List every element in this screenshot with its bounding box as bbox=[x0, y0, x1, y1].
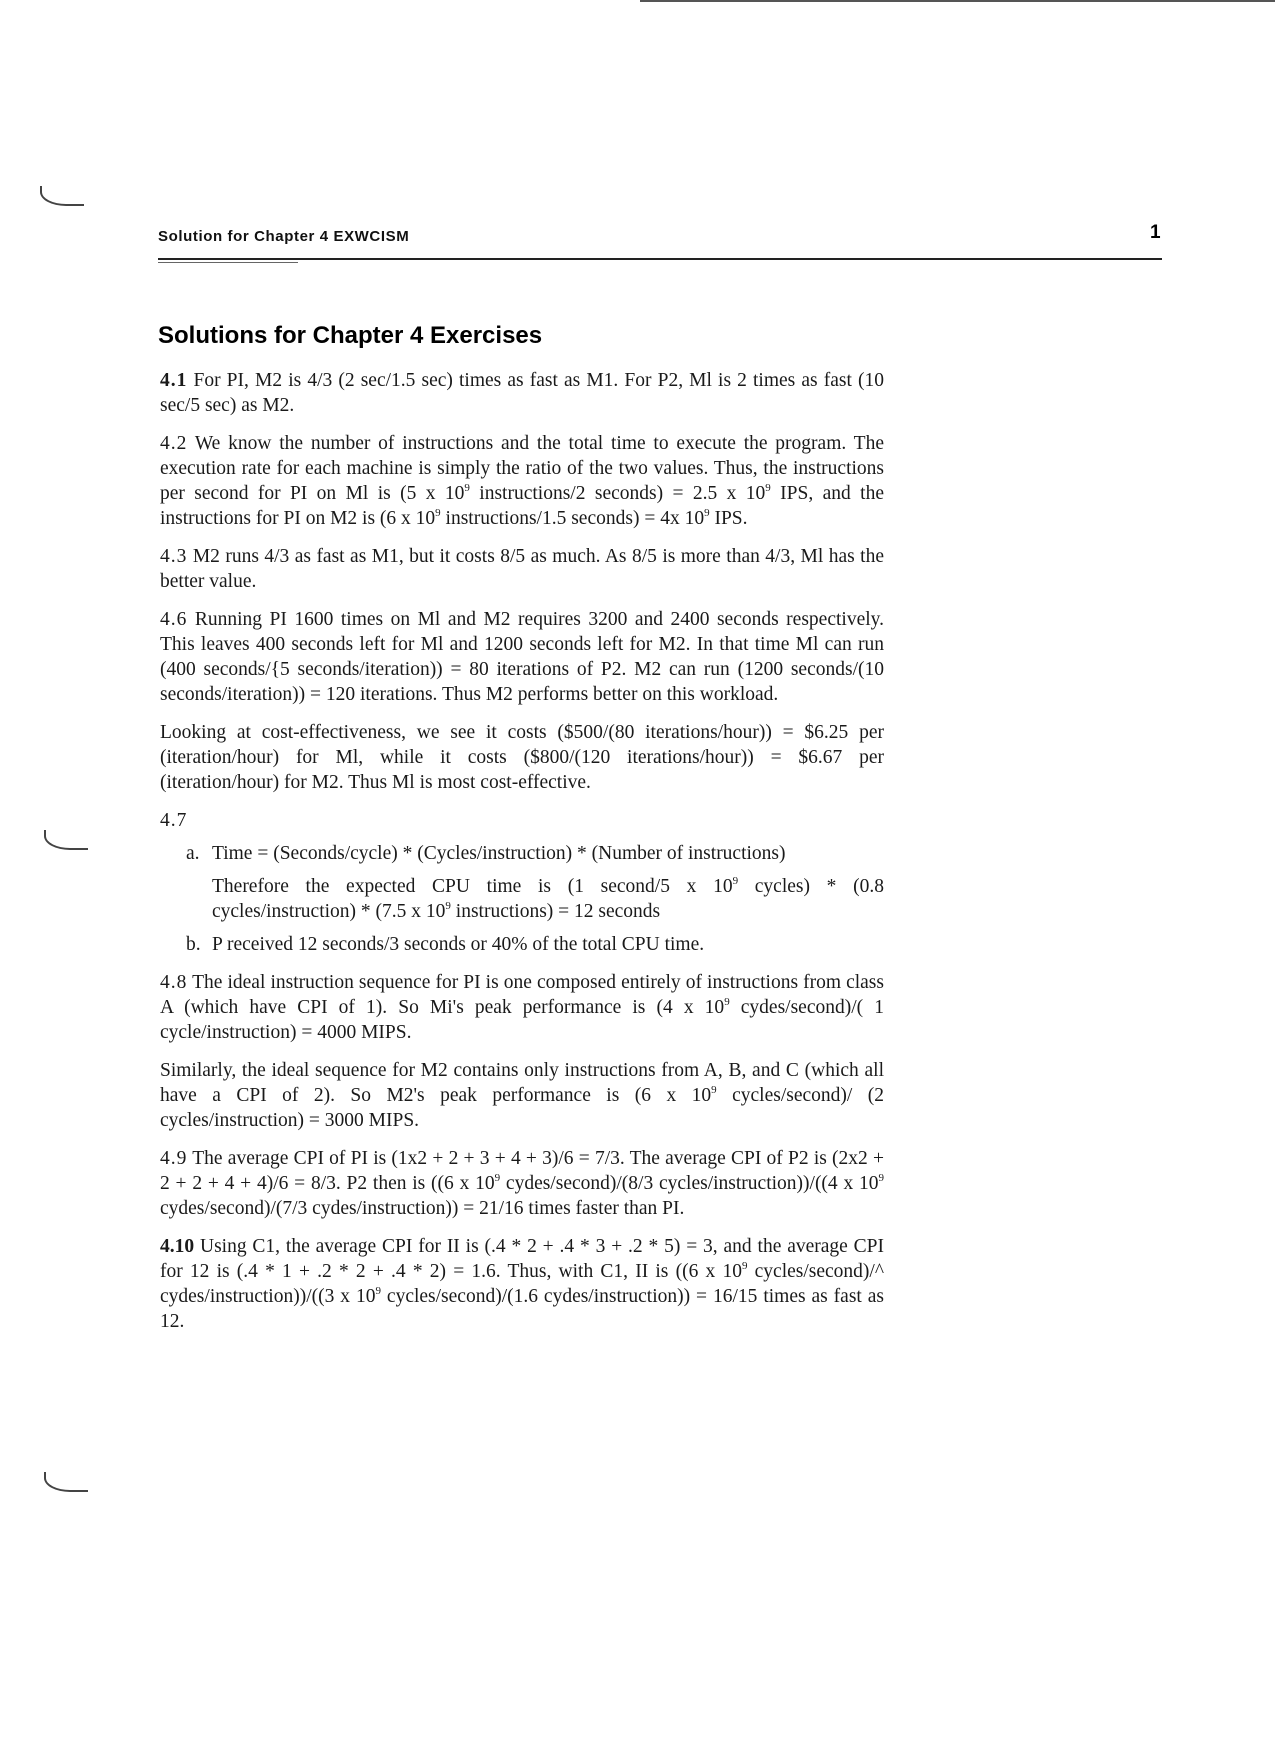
exercise-text: instructions/1.5 seconds) = 4x 10 bbox=[440, 508, 705, 529]
exercise-4-9 bbox=[160, 1146, 884, 1221]
exercise-4-7: 4.7 bbox=[160, 810, 188, 831]
header-rule-accent bbox=[158, 262, 298, 263]
exponent: 9 bbox=[724, 996, 730, 1008]
exercise-number: 4.8 bbox=[160, 972, 188, 993]
exponent: 9 bbox=[732, 875, 739, 887]
exercise-text: cycles) * (0.8 cycles/instruction) * (7.5 x 10 bbox=[212, 876, 884, 922]
exponent: 9 bbox=[464, 482, 470, 494]
exercise-text: cycles/second)/ (2 cycles/instruction) = 3000 MIPS. bbox=[160, 1085, 884, 1131]
exercise-4-3 bbox=[160, 544, 884, 594]
exercise-text: cydes/second)/(7/3 cydes/instruction)) = 21/16 times faster than PI. bbox=[160, 1198, 685, 1219]
exercise-4-2 bbox=[160, 431, 884, 531]
exercise-4-10 bbox=[160, 1234, 884, 1334]
exercise-text: instructions) = 12 seconds bbox=[450, 901, 661, 922]
exercise-text: M2 runs 4/3 as fast as M1, but it costs 8/5 as much. As 8/5 is more than 4/3, Ml has the better value. bbox=[160, 546, 884, 592]
page-title: Solutions for Chapter 4 Exercises bbox=[158, 322, 543, 349]
exercise-text: The average CPI of PI is (1x2 + 2 + 3 + 4 + 3)/6 = 7/3. The average CPI of P2 is (2x2 + 2 + 2 + 4 + 4)/6 = 8/3. P2 then is ((6 x 10 bbox=[160, 1148, 884, 1194]
exercise-4-7-part-b bbox=[186, 932, 884, 957]
exercise-text: IPS. bbox=[709, 508, 748, 529]
exponent: 9 bbox=[494, 1172, 501, 1184]
list-text: P received 12 seconds/3 seconds or 40% of the total CPU time. bbox=[212, 934, 705, 955]
exercise-number: 4.1 bbox=[160, 370, 188, 391]
exercise-text: Using C1, the average CPI for II is (.4 * 2 + .4 * 3 + .2 * 5) = 3, and the average CPI for 12 is (.4 * 1 + .2 * 2 + .4 * 2) = 1.6. Thus, with C1, II is ((6 x 10 bbox=[160, 1236, 885, 1282]
exercise-number: 4.10 bbox=[160, 1236, 195, 1257]
list-label: a. bbox=[186, 843, 200, 864]
exercise-4-7-part-a bbox=[186, 841, 884, 866]
exponent: 9 bbox=[435, 507, 441, 519]
exercise-text: We know the number of instructions and the total time to execute the program. The execution rate for each machine is simply the ratio of the two values. Thus, the instructions per second for PI on Ml is (5 x 10 bbox=[160, 433, 884, 504]
exercise-number: 4.2 bbox=[160, 433, 188, 454]
exercise-4-7-part-a-detail bbox=[212, 874, 884, 924]
exercise-4-1 bbox=[160, 368, 884, 418]
scan-hole-mark bbox=[44, 1472, 88, 1492]
exercise-4-8-m2 bbox=[160, 1058, 884, 1133]
running-header: Solution for Chapter 4 EXWCISM bbox=[158, 228, 410, 245]
exercise-text: IPS, and the instructions for PI on M2 is (6 x 10 bbox=[160, 483, 884, 529]
exponent: 9 bbox=[878, 1172, 884, 1184]
exercise-text: cydes/second)/(8/3 cycles/instruction))/((4 x 10 bbox=[500, 1173, 879, 1194]
exercise-4-6 bbox=[160, 607, 884, 707]
exercise-4-8 bbox=[160, 970, 884, 1045]
exponent: 9 bbox=[704, 507, 710, 519]
exercise-text: instructions/2 seconds) = 2.5 x 10 bbox=[469, 483, 766, 504]
exponent: 9 bbox=[741, 1260, 748, 1272]
list-text: Time = (Seconds/cycle) * (Cycles/instruction) * (Number of instructions) bbox=[212, 843, 786, 864]
exercise-text: For PI, M2 is 4/3 (2 sec/1.5 sec) times as fast as M1. For P2, Ml is 2 times as fast (10 sec/5 sec) as M2. bbox=[160, 370, 884, 416]
exercise-text: cycles/second)/(1.6 cydes/instruction)) = 16/15 times as fast as 12. bbox=[160, 1286, 884, 1332]
scan-top-line bbox=[640, 0, 1275, 2]
exercise-number: 4.9 bbox=[160, 1148, 188, 1169]
exercise-4-6-cost: Looking at cost-effectiveness, we see it costs ($500/(80 iterations/hour)) = $6.25 per (iteration/hour) for Ml, while it costs ($800/(120 iterations/hour)) = $6.67 per (iteration/hour) for M2. Thus Ml is most cost-effective. bbox=[160, 722, 884, 793]
list-label: b. bbox=[186, 934, 201, 955]
exponent: 9 bbox=[765, 482, 771, 494]
exponent: 9 bbox=[445, 900, 451, 912]
exponent: 9 bbox=[375, 1285, 381, 1297]
scan-hole-mark bbox=[44, 830, 88, 850]
header-rule bbox=[158, 258, 1162, 260]
exercise-solutions bbox=[160, 368, 884, 1347]
page-number: 1 bbox=[1150, 222, 1161, 243]
exercise-text: Running PI 1600 times on Ml and M2 requires 3200 and 2400 seconds respectively. This leaves 400 seconds left for Ml and 1200 seconds left for M2. In that time Ml can run (400 seconds/{5 seconds/iteration)) = 80 iterations of P2. M2 can run (1200 seconds/(10 seconds/iteration)) = 120 iterations. Thus M2 performs better on this workload. bbox=[160, 609, 884, 705]
exercise-number: 4.3 bbox=[160, 546, 188, 567]
exercise-number: 4.6 bbox=[160, 609, 188, 630]
exercise-text: Similarly, the ideal sequence for M2 contains only instructions from A, B, and C (which all have a CPI of 2). So M2's peak performance is (6 x 10 bbox=[160, 1060, 884, 1106]
scan-hole-mark bbox=[40, 186, 84, 206]
exercise-text: cydes/second)/( 1 cycle/instruction) = 4000 MIPS. bbox=[160, 997, 884, 1043]
exercise-text: cycles/second)/^ cydes/instruction))/((3 x 10 bbox=[160, 1261, 884, 1307]
exponent: 9 bbox=[711, 1084, 717, 1096]
exercise-text: The ideal instruction sequence for PI is one composed entirely of instructions from class A (which have CPI of 1). So Mi's peak performance is (4 x 10 bbox=[160, 972, 884, 1018]
exercise-text: Therefore the expected CPU time is (1 second/5 x 10 bbox=[212, 876, 733, 897]
